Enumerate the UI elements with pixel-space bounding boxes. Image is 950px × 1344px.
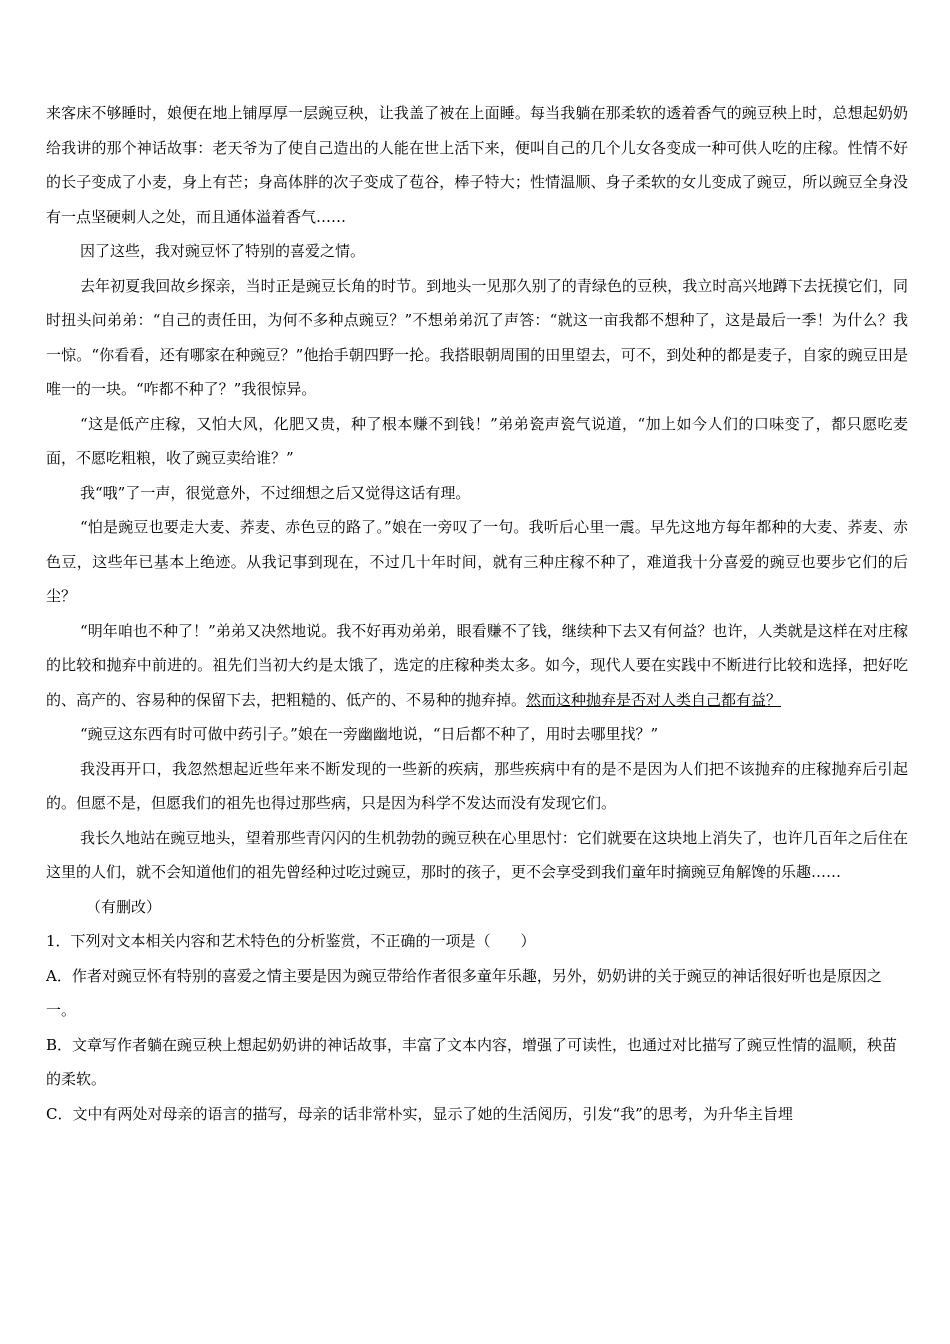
option-b: B．文章写作者躺在豌豆秧上想起奶奶讲的神话故事，丰富了文本内容，增强了可读性，也通过对比描写了豌豆性情的温顺，秧苗的柔软。 — [46, 1035, 898, 1088]
option-a: A．作者对豌豆怀有特别的喜爱之情主要是因为豌豆带给作者很多童年乐趣，另外，奶奶讲的关于豌豆的神话很好听也是原因之一。 — [46, 966, 882, 1019]
underlined-sentence: 然而这种抛弃是否对人类自己都有益？ — [526, 690, 782, 709]
article-paragraph-10: 我长久地站在豌豆地头，望着那些青闪闪的生机勃勃的豌豆秧在心里思忖：它们就要在这块地上消失了，也许几百年之后住在这里的人们，就不会知道他们的祖先曾经种过吃过豌豆，那时的孩子，更不会享受到我们童年时摘豌豆角解馋的乐趣…… — [46, 828, 908, 881]
article-paragraph-7-text: “明年咱也不种了！”弟弟又决然地说。我不好再劝弟弟，眼看赚不了钱，继续种下去又有何益？也许，人类就是这样在对庄稼的比较和抛弃中前进的。祖先们当初大约是太饿了，选定的庄稼种类太多。如今，现代人要在实践中不断进行比较和选择，把好吃的、高产的、容易种的保留下去，把粗糙的、低产的、不易种的抛弃掉。 — [46, 621, 908, 709]
article-paragraph-7 — [46, 614, 908, 718]
article-paragraph-8: “豌豆这东西有时可做中药引子。”娘在一旁幽幽地说，“日后都不种了，用时去哪里找？” — [80, 725, 659, 743]
option-c: C．文中有两处对母亲的语言的描写，母亲的话非常朴实，显示了她的生活阅历，引发“我”的思考，为升华主旨埋 — [46, 1104, 793, 1123]
article-paragraph-1: 来客床不够睡时，娘便在地上铺厚厚一层豌豆秧，让我盖了被在上面睡。每当我躺在那柔软的透着香气的豌豆秧上时，总想起奶奶给我讲的那个神话故事：老天爷为了使自己造出的人能在世上活下来，便叫自己的几个儿女各变成一种可供人吃的庄稼。性情不好的长子变成了小麦，身上有芒；身高体胖的次子变成了苞谷，棒子特大；性情温顺、身子柔软的女儿变成了豌豆，所以豌豆全身没有一点坚硬刺人之处，而且通体溢着香气…… — [46, 104, 908, 226]
article-paragraph-3: 去年初夏我回故乡探亲，当时正是豌豆长角的时节。到地头一见那久别了的青绿色的豆秧，我立时高兴地蹲下去抚摸它们，同时扭头问弟弟：“自己的责任田，为何不多种点豌豆？”不想弟弟沉了声答：“就这一亩我都不想种了，这是最后一季！为什么？我一惊。“你看看，还有哪家在种豌豆？”他抬手朝四野一抡。我搭眼朝周围的田里望去，可不，到处种的都是麦子，自家的豌豆田是唯一的一块。“咋都不种了？”我很惊异。 — [46, 276, 908, 398]
article-paragraph-5: 我“哦”了一声，很觉意外，不过细想之后又觉得这话有理。 — [80, 483, 471, 502]
document-content — [46, 96, 908, 1131]
question-stem: 1．下列对文本相关内容和艺术特色的分析鉴赏，不正确的一项是（ ） — [46, 932, 536, 950]
article-paragraph-9: 我没再开口，我忽然想起近些年来不断发现的一些新的疾病，那些疾病中有的是不是因为人们把不该抛弃的庄稼抛弃后引起的。但愿不是，但愿我们的祖先也得过那些病，只是因为科学不发达而没有发现它们。 — [46, 759, 908, 812]
article-paragraph-4: “这是低产庄稼，又怕大风，化肥又贵，种了根本赚不到钱！”弟弟瓷声瓷气说道，“加上如今人们的口味变了，都只愿吃麦面，不愿吃粗粮，收了豌豆卖给谁？” — [46, 414, 908, 467]
article-paragraph-2: 因了这些，我对豌豆怀了特别的喜爱之情。 — [80, 242, 366, 260]
source-note: （有删改） — [86, 897, 162, 916]
article-paragraph-6: “怕是豌豆也要走大麦、荞麦、赤色豆的路了。”娘在一旁叹了一句。我听后心里一震。早先这地方每年都种的大麦、荞麦、赤色豆，这些年已基本上绝迹。从我记事到现在，不过几十年时间，就有三种庄稼不种了，难道我十分喜爱的豌豆也要步它们的后尘？ — [46, 518, 908, 605]
